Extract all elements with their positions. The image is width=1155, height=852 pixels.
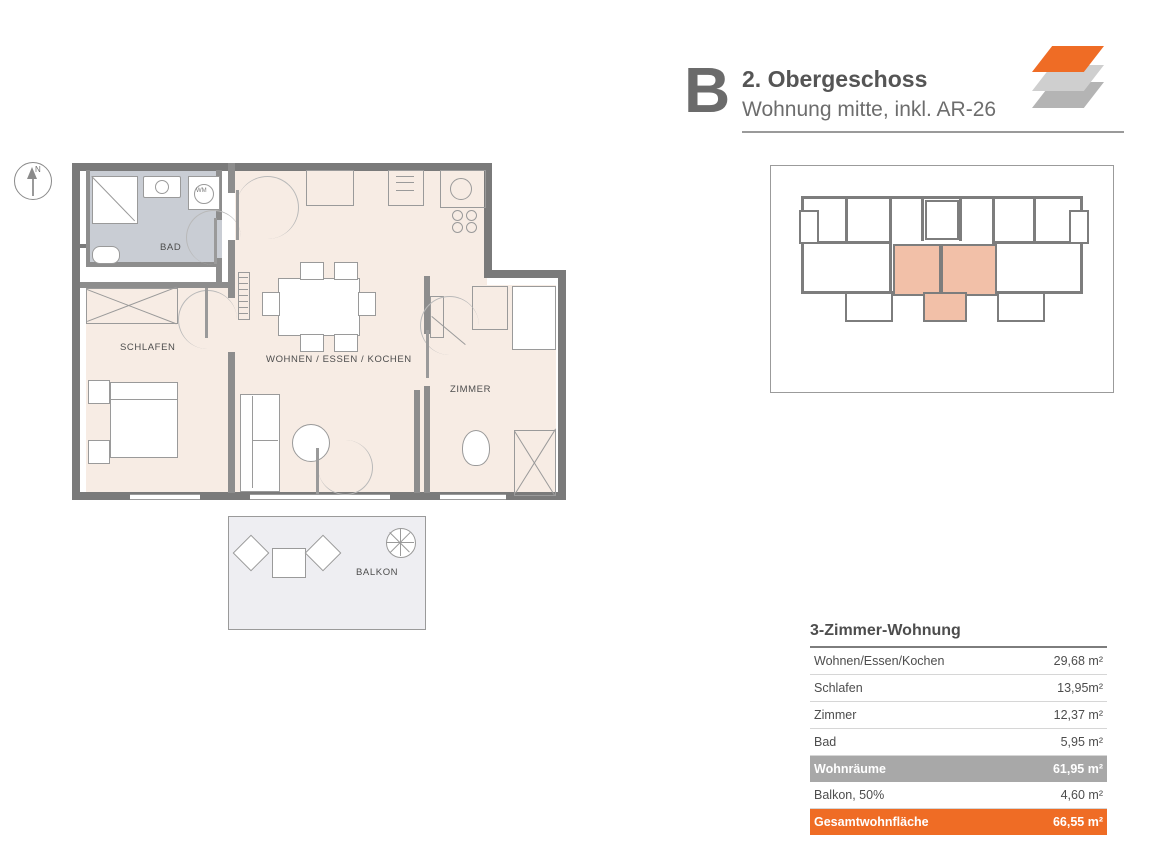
area-value: 66,55 m²: [1052, 815, 1103, 829]
header-divider: [742, 131, 1124, 133]
keyplan-wall: [845, 196, 848, 241]
bed-single: [512, 286, 556, 350]
key-plan-drawing: [801, 196, 1083, 336]
table-row: [810, 702, 1107, 729]
keyplan-balcony: [845, 292, 893, 322]
area-label: Bad: [814, 735, 837, 749]
area-label: Wohnräume: [814, 762, 886, 776]
compass-icon: [14, 162, 52, 200]
apartment-letter: B: [684, 54, 730, 126]
keyplan-highlight-unit: [941, 244, 997, 296]
interior-wall: [228, 352, 235, 493]
washing-machine-label: WM: [196, 188, 207, 194]
sofa: [240, 394, 280, 492]
keyplan-wall: [1033, 196, 1036, 241]
armchair: [462, 430, 490, 466]
keyplan-highlight-balcony: [923, 292, 967, 322]
layers-icon: [1024, 38, 1124, 118]
key-plan: [770, 165, 1114, 393]
interior-wall: [86, 170, 90, 266]
room-label-wohnen: WOHNEN / ESSEN / KOCHEN: [266, 354, 412, 365]
exterior-wall: [72, 163, 492, 171]
table-row: [810, 782, 1107, 809]
keyplan-wall: [959, 196, 962, 241]
compass-north-label: N: [35, 165, 41, 174]
keyplan-wall: [921, 196, 924, 241]
bed-pillow: [110, 382, 178, 400]
interior-wall: [228, 163, 235, 193]
area-value: 29,68 m²: [1053, 654, 1103, 668]
chair: [262, 292, 280, 316]
keyplan-highlight-unit: [893, 244, 941, 296]
window: [130, 494, 200, 500]
room-label-bad: BAD: [160, 242, 182, 253]
nightstand: [88, 440, 110, 464]
room-label-schlafen: SCHLAFEN: [120, 342, 176, 353]
table-row: [810, 729, 1107, 756]
area-label: Schlafen: [814, 681, 863, 695]
chair: [334, 262, 358, 280]
interior-wall: [424, 386, 430, 493]
area-table: [810, 622, 1107, 835]
balcony-table: [272, 548, 306, 578]
area-value: 5,95 m²: [1060, 735, 1103, 749]
area-value: 61,95 m²: [1052, 762, 1103, 776]
chair: [300, 334, 324, 352]
interior-wall: [414, 390, 420, 493]
keyplan-balcony: [997, 292, 1045, 322]
chair: [334, 334, 358, 352]
table-row-subtotal: [810, 756, 1107, 782]
keyplan-balcony: [799, 210, 819, 244]
exterior-wall: [72, 163, 80, 500]
floor-plan: [0, 0, 700, 700]
header: [684, 28, 1124, 126]
page-title: 2. Obergeschoss: [742, 66, 928, 92]
keyplan-wall: [889, 196, 892, 294]
keyplan-balcony: [1069, 210, 1089, 244]
area-label: Wohnen/Essen/Kochen: [814, 654, 945, 668]
keyplan-stair: [925, 200, 959, 240]
chair: [358, 292, 376, 316]
exterior-wall: [558, 270, 566, 500]
kitchen-counter: [306, 170, 354, 206]
table-row-total: [810, 809, 1107, 835]
area-value: 13,95m²: [1057, 681, 1103, 695]
exterior-wall: [72, 244, 86, 248]
chair: [300, 262, 324, 280]
keyplan-wall: [801, 196, 1083, 199]
table-row: [810, 675, 1107, 702]
toilet: [92, 246, 120, 264]
area-label: Zimmer: [814, 708, 857, 722]
area-table-title: 3-Zimmer-Wohnung: [810, 622, 961, 639]
table-row: [810, 648, 1107, 675]
area-value: 4,60 m²: [1060, 788, 1103, 802]
dining-table: [278, 278, 360, 336]
area-label: Balkon, 50%: [814, 788, 885, 802]
exterior-wall: [484, 270, 566, 278]
window: [440, 494, 506, 500]
nightstand: [88, 380, 110, 404]
room-label-balkon: BALKON: [356, 567, 399, 578]
area-label: Gesamtwohnfläche: [814, 815, 929, 829]
page-subtitle: Wohnung mitte, inkl. AR-26: [742, 98, 997, 121]
balcony-door: [250, 494, 390, 500]
room-label-zimmer: ZIMMER: [450, 384, 492, 395]
area-value: 12,37 m²: [1053, 708, 1103, 722]
